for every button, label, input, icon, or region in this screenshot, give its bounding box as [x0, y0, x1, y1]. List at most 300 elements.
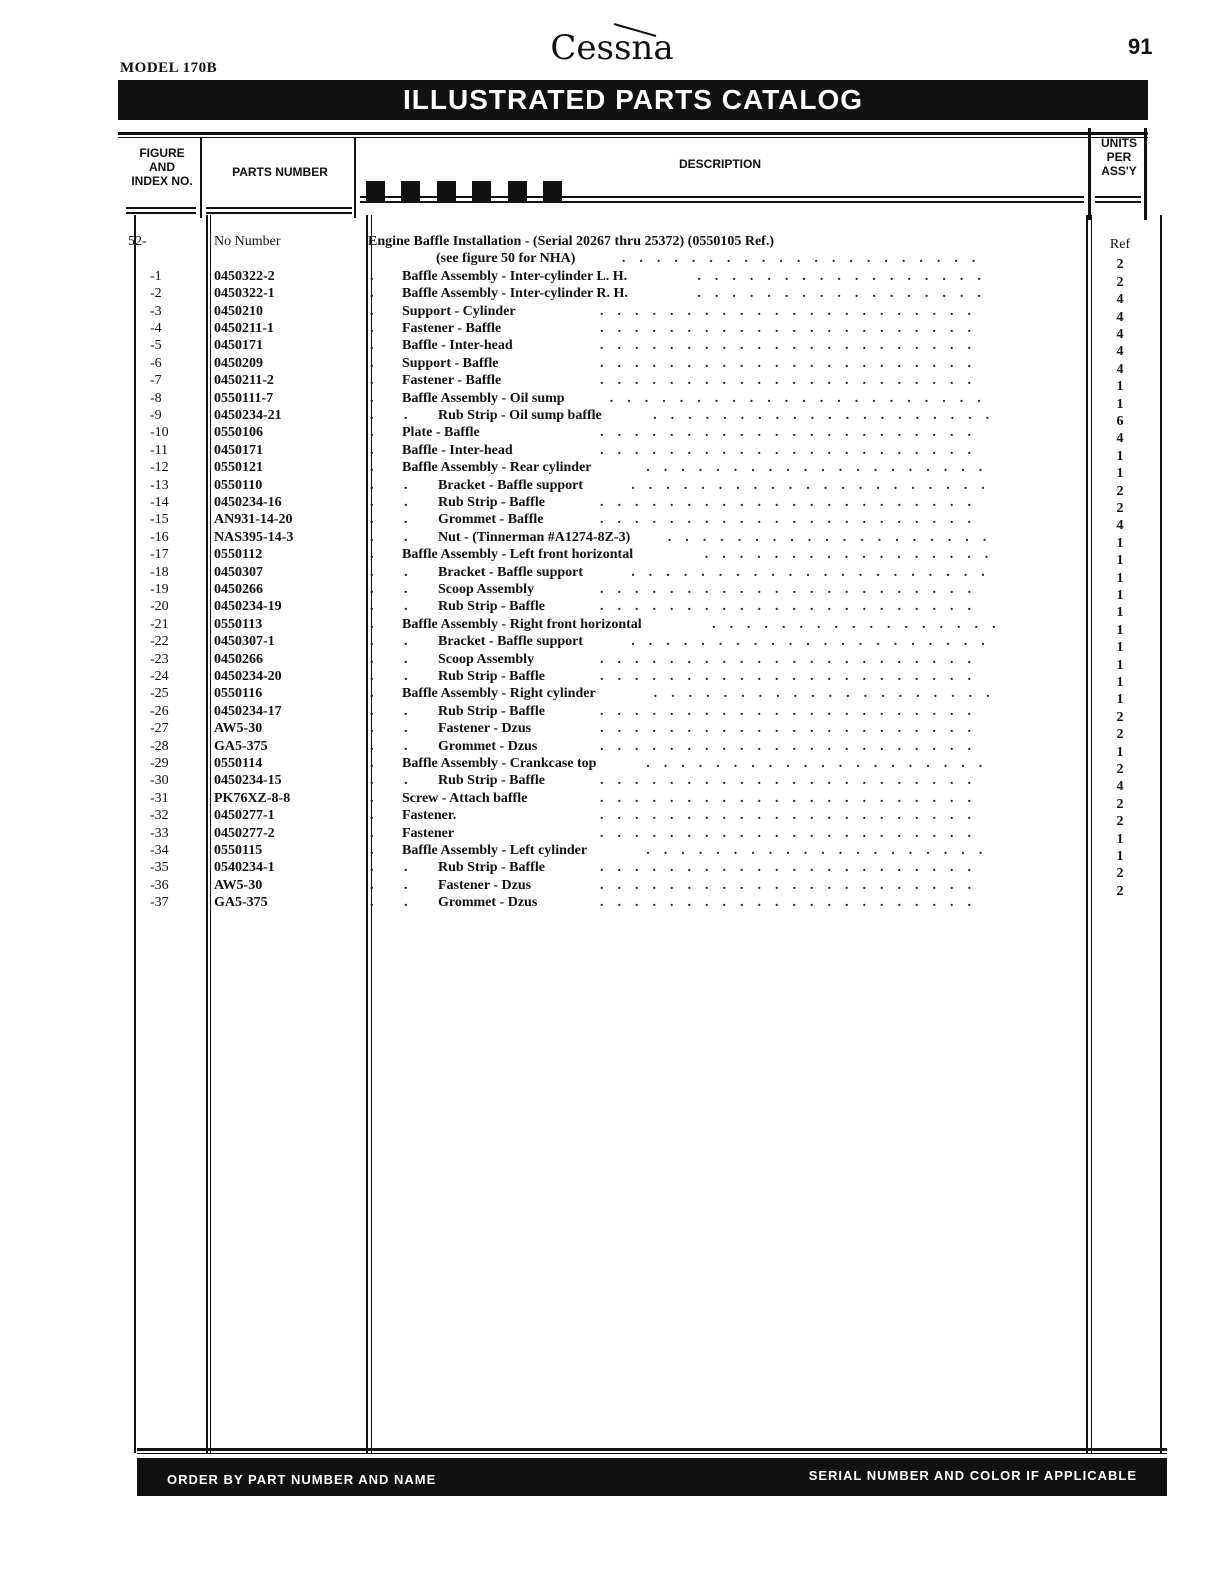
units-per-assy: 2 — [1116, 762, 1124, 777]
catalog-banner: ILLUSTRATED PARTS CATALOG — [118, 80, 1148, 120]
top-rule — [118, 132, 1148, 135]
part-number: 0550111-7 — [214, 390, 274, 406]
figure-index: -16 — [150, 529, 169, 545]
indent-dot: . — [370, 303, 374, 319]
model-label: MODEL 170B — [120, 60, 218, 76]
units-per-assy: 4 — [1116, 344, 1124, 360]
dot-leader: ...................... — [600, 669, 985, 684]
table-row — [0, 685, 1224, 708]
figure-index: -17 — [150, 547, 169, 563]
dot-leader: ..................... — [631, 564, 999, 580]
figure-index: -37 — [150, 895, 169, 911]
part-number: 0450266 — [214, 582, 263, 597]
table-row — [0, 494, 1224, 516]
part-description: Plate - Baffle — [402, 425, 480, 441]
indent-dot: . — [404, 860, 408, 876]
table-row — [0, 511, 1224, 534]
part-number: 0550112 — [214, 547, 263, 563]
part-description: Fastener - Baffle — [402, 321, 502, 336]
part-description: Baffle - Inter-head — [402, 442, 513, 458]
head-rule-d2 — [1095, 201, 1141, 203]
figure-index: -30 — [150, 773, 169, 789]
indent-dot: . — [370, 686, 374, 702]
dot-leader: ..................... — [631, 634, 999, 650]
indent-dot: . — [370, 442, 374, 458]
indent-dot: . — [370, 321, 374, 336]
dot-leader: ...................... — [600, 721, 985, 737]
units-per-assy: 2 — [1116, 257, 1124, 273]
table-row — [0, 546, 1224, 569]
figure-index: -33 — [150, 825, 169, 841]
units-per-assy: 2 — [1116, 709, 1124, 725]
table-row — [0, 424, 1224, 447]
indent-dot: . — [370, 895, 374, 911]
indent-dot: . — [370, 669, 374, 684]
dot-leader: ...................... — [600, 512, 985, 528]
part-description: Rub Strip - Baffle — [438, 703, 545, 719]
units-per-assy: 1 — [1116, 396, 1124, 412]
part-number: 0450307-1 — [214, 634, 275, 650]
part-number: 0450234-15 — [214, 773, 282, 789]
indent-dot: . — [370, 808, 374, 824]
table-row — [0, 668, 1224, 690]
table-row — [0, 772, 1224, 795]
part-description: Fastener - Dzus — [438, 721, 532, 737]
indent-dot: . — [370, 843, 374, 858]
figure-index: -20 — [150, 599, 169, 615]
figure-index: -28 — [150, 738, 169, 754]
part-description: Nut - (Tinnerman #A1274-8Z-3) — [438, 529, 631, 545]
indent-dot: . — [370, 338, 374, 354]
table-row — [0, 790, 1224, 812]
figure-index: -22 — [150, 634, 169, 650]
figure-index: -1 — [150, 268, 162, 284]
dot-leader: ...................... — [600, 321, 985, 336]
indent-dot: . — [404, 738, 408, 754]
indent-dot: . — [404, 895, 408, 911]
head-rule-a1 — [126, 207, 196, 209]
units-per-assy: 2 — [1116, 883, 1124, 899]
part-description: Rub Strip - Baffle — [438, 860, 545, 876]
dot-leader: ...................... — [600, 825, 985, 841]
table-row — [0, 390, 1224, 412]
units-per-assy: 4 — [1116, 327, 1124, 342]
units-per-assy: 2 — [1116, 796, 1124, 812]
units-per-assy: 2 — [1116, 727, 1124, 743]
indent-marker-1 — [366, 181, 385, 201]
part-number: PK76XZ-8-8 — [214, 790, 291, 806]
brand-logo: Cessna — [550, 28, 674, 68]
indent-dot: . — [370, 877, 374, 893]
figure-index: -23 — [150, 651, 169, 667]
dot-leader: ...................... — [600, 495, 985, 510]
part-description: Baffle Assembly - Left front horizontal — [402, 547, 634, 563]
indent-dot: . — [404, 877, 408, 893]
indent-dot: . — [404, 721, 408, 737]
part-number: 0450211-2 — [214, 373, 274, 389]
col-header-units: UNITS PER ASS'Y — [1101, 136, 1137, 178]
head-rule-a2 — [126, 212, 196, 214]
part-number: 0450209 — [214, 355, 263, 371]
part-description: Support - Cylinder — [402, 303, 516, 319]
dot-leader: ...................... — [600, 738, 985, 754]
table-row — [0, 877, 1224, 899]
dot-leader: .................... — [646, 843, 997, 858]
units-per-assy: 1 — [1116, 640, 1124, 656]
table-row — [0, 842, 1224, 864]
part-number: 0450234-17 — [214, 703, 282, 719]
part-number: 0450266 — [214, 651, 263, 667]
part-number: 0450322-2 — [214, 268, 275, 284]
bottom-rule-thin — [137, 1453, 1167, 1454]
table-row — [0, 859, 1224, 882]
dot-leader: .................... — [653, 408, 1004, 423]
table-row — [0, 233, 1224, 250]
dot-leader: ...................... — [600, 303, 985, 319]
indent-dot: . — [370, 860, 374, 876]
part-description: Baffle Assembly - Rear cylinder — [402, 460, 592, 476]
part-number: NAS395-14-3 — [214, 529, 294, 545]
indent-dot: . — [370, 547, 374, 563]
figure-index: -26 — [150, 703, 169, 719]
part-number: 0550106 — [214, 425, 263, 441]
figure-index: -31 — [150, 790, 169, 806]
figure-index: -13 — [150, 477, 169, 493]
dot-leader: ...................... — [600, 895, 985, 911]
figure-index: -15 — [150, 512, 169, 528]
part-number: 0450322-1 — [214, 286, 275, 302]
col-header-description: DESCRIPTION — [678, 157, 761, 171]
indent-dot: . — [370, 790, 374, 806]
indent-marker-2 — [401, 181, 420, 201]
units-per-assy: 4 — [1116, 431, 1124, 447]
part-number: GA5-375 — [214, 895, 268, 911]
figure-index: -18 — [150, 564, 169, 580]
figure-index: -34 — [150, 843, 169, 858]
dot-leader: .................... — [646, 756, 997, 771]
indent-dot: . — [370, 268, 374, 284]
indent-dot: . — [370, 651, 374, 667]
table-row — [0, 894, 1224, 911]
figure-index: -12 — [150, 460, 169, 476]
units-per-assy: 1 — [1116, 535, 1124, 551]
part-number: 0450171 — [214, 442, 263, 458]
indent-dot: . — [404, 634, 408, 650]
table-row — [0, 633, 1224, 656]
units-per-assy: 1 — [1116, 692, 1124, 708]
indent-dot: . — [404, 564, 408, 580]
part-number: 0450211-1 — [214, 321, 274, 336]
indent-dot: . — [370, 529, 374, 545]
dot-leader: .................... — [646, 460, 997, 476]
dot-leader: ..................... — [631, 477, 999, 493]
indent-dot: . — [404, 599, 408, 615]
indent-dot: . — [404, 408, 408, 423]
figure-index: -9 — [150, 408, 162, 423]
part-description: Grommet - Dzus — [438, 895, 538, 911]
part-number: 0450234-19 — [214, 599, 282, 615]
dot-leader: ...................... — [600, 808, 985, 824]
indent-dot: . — [370, 512, 374, 528]
table-row — [0, 250, 1224, 273]
dot-leader: ...................... — [600, 773, 985, 789]
indent-dot: . — [370, 286, 374, 302]
indent-dot: . — [370, 460, 374, 476]
units-per-assy: 4 — [1116, 292, 1124, 308]
table-row — [0, 337, 1224, 360]
table-row — [0, 598, 1224, 621]
part-description: Grommet - Baffle — [438, 512, 544, 528]
figure-index: 52- — [128, 234, 147, 249]
figure-index: -14 — [150, 495, 169, 510]
indent-marker-4 — [472, 181, 491, 201]
figure-index: -8 — [150, 390, 162, 406]
part-number: 0450277-2 — [214, 825, 275, 841]
part-description: Bracket - Baffle support — [438, 564, 584, 580]
units-per-assy: Ref — [1109, 237, 1131, 252]
figure-index: -2 — [150, 286, 162, 302]
dot-leader: ...................... — [600, 425, 985, 441]
part-number: 0550116 — [214, 686, 263, 702]
units-per-assy: 1 — [1116, 379, 1124, 395]
part-number: 0550121 — [214, 460, 263, 476]
table-row — [0, 616, 1224, 638]
part-number: 0450210 — [214, 303, 263, 319]
part-description: Screw - Attach baffle — [402, 790, 528, 806]
col-header-figure-index: FIGURE AND INDEX NO. — [131, 146, 193, 188]
part-number: AW5-30 — [214, 877, 263, 893]
indent-dot: . — [370, 634, 374, 650]
table-row — [0, 581, 1224, 603]
figure-index: -25 — [150, 686, 169, 702]
table-row — [0, 529, 1224, 551]
dot-leader: ................. — [704, 547, 1003, 563]
dot-leader: ...................... — [600, 582, 985, 597]
part-number: 0550110 — [214, 477, 263, 493]
head-rule-d1 — [1095, 196, 1141, 198]
head-rule-b2 — [206, 212, 352, 214]
part-description: Fastener. — [402, 808, 457, 824]
figure-index: -35 — [150, 860, 169, 876]
part-description: Scoop Assembly — [438, 651, 535, 667]
footer-order-note: ORDER BY PART NUMBER AND NAME — [167, 1472, 437, 1487]
units-per-assy: 1 — [1116, 448, 1124, 464]
part-description: Bracket - Baffle support — [438, 634, 584, 650]
table-row — [0, 442, 1224, 464]
col-divider-4-head — [1144, 128, 1147, 220]
indent-dot: . — [404, 529, 408, 545]
units-per-assy: 1 — [1116, 605, 1124, 621]
figure-index: -11 — [150, 442, 169, 458]
table-row — [0, 807, 1224, 830]
part-number: 0550114 — [214, 756, 263, 771]
indent-dot: . — [370, 616, 374, 632]
figure-index: -19 — [150, 582, 169, 597]
units-per-assy: 1 — [1116, 675, 1124, 690]
indent-dot: . — [404, 512, 408, 528]
table-row — [0, 703, 1224, 725]
part-description: Baffle Assembly - Oil sump — [402, 390, 565, 406]
part-description: Baffle Assembly - Right front horizontal — [402, 616, 642, 632]
dot-leader: ...................... — [600, 373, 985, 389]
part-description: Fastener - Dzus — [438, 877, 532, 893]
units-per-assy: 4 — [1116, 779, 1124, 795]
page-number: 91 — [1128, 34, 1153, 59]
indent-marker-3 — [437, 181, 456, 201]
col-divider-2-head — [354, 138, 356, 218]
part-number: 0450307 — [214, 564, 263, 580]
indent-dot: . — [404, 669, 408, 684]
indent-dot: . — [404, 773, 408, 789]
part-description: Scoop Assembly — [438, 582, 535, 597]
units-per-assy: 1 — [1116, 831, 1124, 847]
table-row — [0, 564, 1224, 586]
part-number: 0450171 — [214, 338, 263, 354]
footer-serial-note: SERIAL NUMBER AND COLOR IF APPLICABLE — [808, 1468, 1137, 1483]
col-divider-1-head — [200, 138, 202, 218]
part-description: Baffle Assembly - Inter-cylinder R. H. — [402, 286, 628, 302]
footer-bar — [137, 1458, 1167, 1496]
part-number: GA5-375 — [214, 738, 268, 754]
table-row — [0, 268, 1224, 290]
figure-index: -4 — [150, 321, 162, 336]
part-number: 0540234-1 — [214, 860, 275, 876]
units-per-assy: 4 — [1116, 309, 1124, 325]
figure-index: -6 — [150, 355, 162, 371]
part-description: Baffle - Inter-head — [402, 338, 513, 354]
head-rule-c1 — [360, 196, 1084, 198]
indent-dot: . — [370, 477, 374, 493]
indent-dot: . — [404, 651, 408, 667]
part-description: Baffle Assembly - Left cylinder — [402, 843, 588, 858]
part-number: 0550113 — [214, 616, 263, 632]
dot-leader: ................. — [697, 268, 995, 284]
table-row — [0, 372, 1224, 395]
units-per-assy: 4 — [1116, 518, 1124, 534]
indent-dot: . — [370, 390, 374, 406]
part-description: Rub Strip - Baffle — [438, 669, 545, 684]
indent-marker-6 — [543, 181, 562, 201]
dot-leader: ...................... — [600, 790, 985, 806]
dot-leader: ...................... — [609, 390, 995, 406]
units-per-assy: 2 — [1116, 501, 1124, 516]
table-row — [0, 477, 1224, 499]
units-per-assy: 1 — [1116, 570, 1124, 586]
table-row — [0, 407, 1224, 429]
part-description: Support - Baffle — [402, 355, 499, 371]
part-number: AN931-14-20 — [214, 512, 293, 528]
table-row — [0, 825, 1224, 847]
dot-leader: ...................... — [600, 355, 985, 371]
indent-dot: . — [370, 738, 374, 754]
part-number: 0450234-16 — [214, 495, 282, 510]
part-description: (see figure 50 for NHA) — [436, 251, 576, 267]
indent-dot: . — [370, 582, 374, 597]
dot-leader: ...................... — [600, 442, 985, 458]
col-header-parts-number: PARTS NUMBER — [232, 165, 328, 179]
table-row — [0, 320, 1224, 342]
part-description: Engine Baffle Installation - (Serial 20267 thru 25372) (0550105 Ref.) — [368, 234, 774, 249]
units-per-assy: 6 — [1116, 414, 1124, 429]
dot-leader: ................. — [697, 286, 995, 302]
table-row — [0, 459, 1224, 482]
head-rule-b1 — [206, 207, 352, 209]
head-rule-c2 — [360, 201, 1084, 203]
indent-dot: . — [370, 425, 374, 441]
figure-index: -32 — [150, 808, 169, 824]
part-number: 0450277-1 — [214, 808, 275, 824]
part-description: Baffle Assembly - Crankcase top — [402, 756, 597, 771]
units-per-assy: 1 — [1116, 622, 1124, 638]
table-row — [0, 285, 1224, 308]
part-description: Rub Strip - Baffle — [438, 495, 545, 510]
dot-leader: .................... — [653, 686, 1004, 702]
indent-dot: . — [370, 721, 374, 737]
bottom-rule — [137, 1448, 1167, 1451]
units-per-assy: 1 — [1116, 744, 1124, 760]
part-description: Baffle Assembly - Inter-cylinder L. H. — [402, 268, 628, 284]
table-row — [0, 738, 1224, 760]
units-per-assy: 1 — [1116, 466, 1124, 482]
part-number: No Number — [214, 234, 281, 249]
table-row — [0, 651, 1224, 673]
figure-index: -5 — [150, 338, 162, 354]
table-row — [0, 303, 1224, 325]
dot-leader: ...................... — [600, 877, 985, 893]
indent-dot: . — [370, 825, 374, 841]
units-per-assy: 1 — [1116, 849, 1124, 864]
indent-dot: . — [404, 495, 408, 510]
figure-index: -3 — [150, 303, 162, 319]
dot-leader: ...................... — [600, 599, 985, 615]
dot-leader: ...................... — [600, 338, 985, 354]
part-number: 0450234-21 — [214, 408, 282, 423]
figure-index: -24 — [150, 669, 169, 684]
top-rule-thin — [118, 137, 1148, 138]
figure-index: -27 — [150, 721, 169, 737]
indent-dot: . — [370, 408, 374, 423]
table-row — [0, 720, 1224, 743]
dot-leader: ..................... — [621, 251, 990, 267]
units-per-assy: 2 — [1116, 483, 1124, 499]
part-description: Rub Strip - Baffle — [438, 599, 545, 615]
dot-leader: ...................... — [600, 651, 985, 667]
indent-dot: . — [370, 355, 374, 371]
units-per-assy: 4 — [1116, 361, 1124, 377]
part-number: 0450234-20 — [214, 669, 282, 684]
part-description: Baffle Assembly - Right cylinder — [402, 686, 596, 702]
indent-dot: . — [404, 582, 408, 597]
indent-marker-5 — [508, 181, 527, 201]
indent-dot: . — [370, 495, 374, 510]
units-per-assy: 2 — [1116, 814, 1124, 830]
part-number: AW5-30 — [214, 721, 263, 737]
part-description: Fastener - Baffle — [402, 373, 502, 389]
dot-leader: ................. — [712, 616, 1010, 632]
dot-leader: ...................... — [600, 860, 985, 876]
table-row — [0, 755, 1224, 777]
units-per-assy: 1 — [1116, 657, 1124, 673]
part-description: Rub Strip - Oil sump baffle — [438, 408, 602, 423]
indent-dot: . — [404, 703, 408, 719]
figure-index: -10 — [150, 425, 169, 441]
figure-index: -36 — [150, 877, 169, 893]
indent-dot: . — [404, 477, 408, 493]
units-per-assy: 2 — [1116, 274, 1124, 290]
units-per-assy: 2 — [1116, 866, 1124, 882]
part-description: Fastener — [402, 825, 455, 841]
part-description: Rub Strip - Baffle — [438, 773, 545, 789]
